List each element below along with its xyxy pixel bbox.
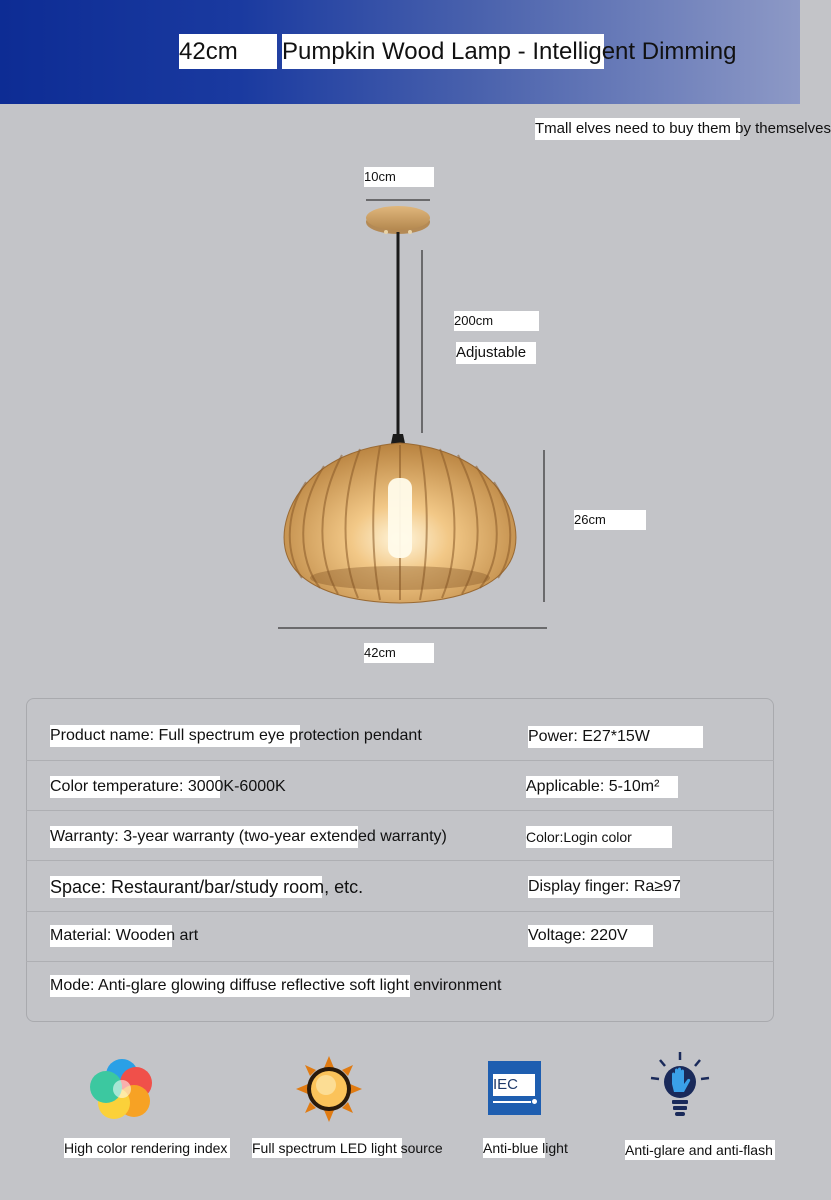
spec-divider [26,760,774,761]
width-label: 42cm [364,643,434,663]
spec-divider [26,860,774,861]
canopy-width-label: 10cm [364,167,434,187]
feature-label-full-spectrum: Full spectrum LED light source [252,1140,443,1156]
iec-icon-text: IEC [493,1074,535,1096]
cord-adjustable-label: Adjustable [456,342,536,364]
spec-warranty: Warranty: 3-year warranty (two-year extended warranty) [50,826,358,848]
feature-label-anti-blue: Anti-blue light [483,1140,568,1156]
spec-space: Space: Restaurant/bar/study room, etc. [50,877,364,897]
spec-voltage: Voltage: 220V [528,925,653,947]
spec-display-finger: Display finger: Ra≥97 [528,876,680,898]
bulb [388,478,412,558]
color-wheel-icon [88,1055,156,1123]
header-title: Pumpkin Wood Lamp - Intelligent Dimming [282,34,604,69]
spec-color-temperature: Color temperature: 3000K-6000K [50,776,220,798]
spec-power: Power: E27*15W [528,726,703,748]
spec-divider [26,911,774,912]
spec-divider [26,810,774,811]
spec-applicable: Applicable: 5-10m² [526,776,678,798]
height-label: 26cm [574,510,646,530]
spec-color: Color:Login color [526,826,672,848]
sun-icon [296,1056,362,1122]
spec-product-name: Product name: Full spectrum eye protection pendant [50,725,300,747]
iec-icon [488,1061,541,1115]
hand-bulb-icon [648,1050,712,1122]
feature-label-color-rendering: High color rendering index [64,1138,230,1158]
tmall-note: Tmall elves need to buy them by themselves [535,118,740,140]
spec-material: Material: Wooden art [50,925,172,947]
feature-label-anti-glare: Anti-glare and anti-flash [625,1140,775,1160]
spec-mode: Mode: Anti-glare glowing diffuse reflective soft light environment [50,975,410,997]
spec-divider [26,961,774,962]
header-size-label: 42cm [179,34,277,69]
cord-length-label: 200cm [454,311,539,331]
pendant-lamp-illustration [0,140,800,680]
